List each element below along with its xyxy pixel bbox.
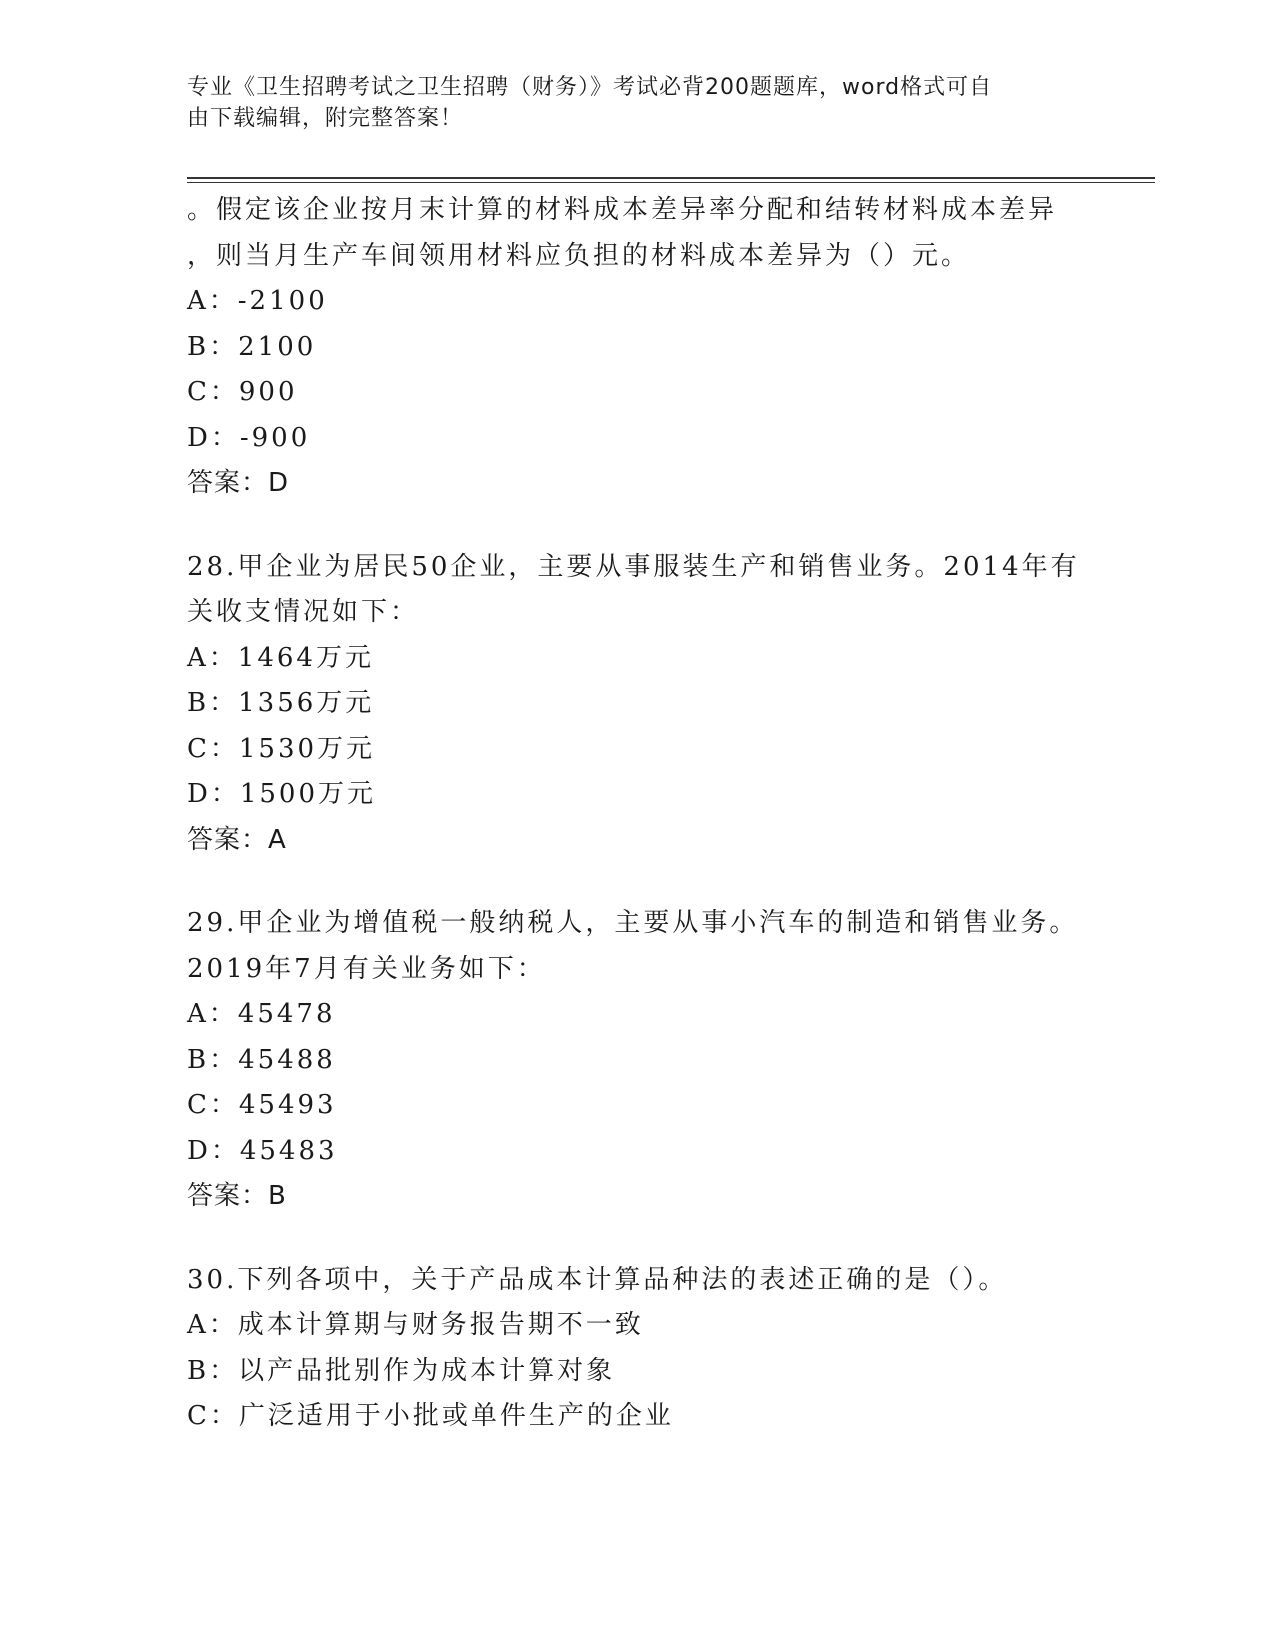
question-30 [187,1258,1087,1440]
question-stem: 28.甲企业为居民50企业，主要从事服装生产和销售业务。2014年有 [187,551,1080,582]
option-c: C：45493 [187,1090,337,1120]
question-stem: 。假定该企业按月末计算的材料成本差异率分配和结转材料成本差异 [187,195,1058,225]
question-stem: 30.下列各项中，关于产品成本计算品种法的表述正确的是（）。 [187,1264,1008,1295]
question-27 [187,188,1087,507]
document-header [187,72,1067,134]
answer-line: 答案：A [187,824,287,855]
option-a: A：-2100 [187,286,328,316]
option-b: B：以产品批别作为成本计算对象 [187,1355,616,1386]
question-list [187,188,1087,1478]
option-a: A：1464万元 [187,642,374,673]
option-c: C：广泛适用于小批或单件生产的企业 [187,1401,674,1431]
option-d: D：1500万元 [187,779,377,809]
answer-line: 答案：B [187,1181,287,1211]
question-29 [187,901,1087,1220]
question-stem: 29.甲企业为增值税一般纳税人，主要从事小汽车的制造和销售业务。 [187,908,1079,938]
question-stem: 关收支情况如下： [187,597,420,627]
header-divider [187,177,1155,183]
answer-line: 答案：D [187,468,290,498]
option-c: C：1530万元 [187,733,376,764]
option-d: D：-900 [187,422,311,453]
option-d: D：45483 [187,1135,338,1166]
option-a: A：成本计算期与财务报告期不一致 [187,1310,644,1340]
option-b: B：45488 [187,1044,336,1075]
option-c: C：900 [187,377,298,407]
header-title-line-2: 由下载编辑，附完整答案！ [187,106,464,131]
question-stem: ，则当月生产车间领用材料应负担的材料成本差异为（）元。 [187,240,971,271]
header-title-line-1: 专业《卫生招聘考试之卫生招聘（财务）》考试必背200题题库，word格式可自 [187,75,993,100]
option-b: B：2100 [187,331,317,362]
question-28 [187,545,1087,864]
question-stem: 2019年7月有关业务如下： [187,953,546,984]
option-a: A：45478 [187,999,336,1029]
option-b: B：1356万元 [187,688,375,718]
